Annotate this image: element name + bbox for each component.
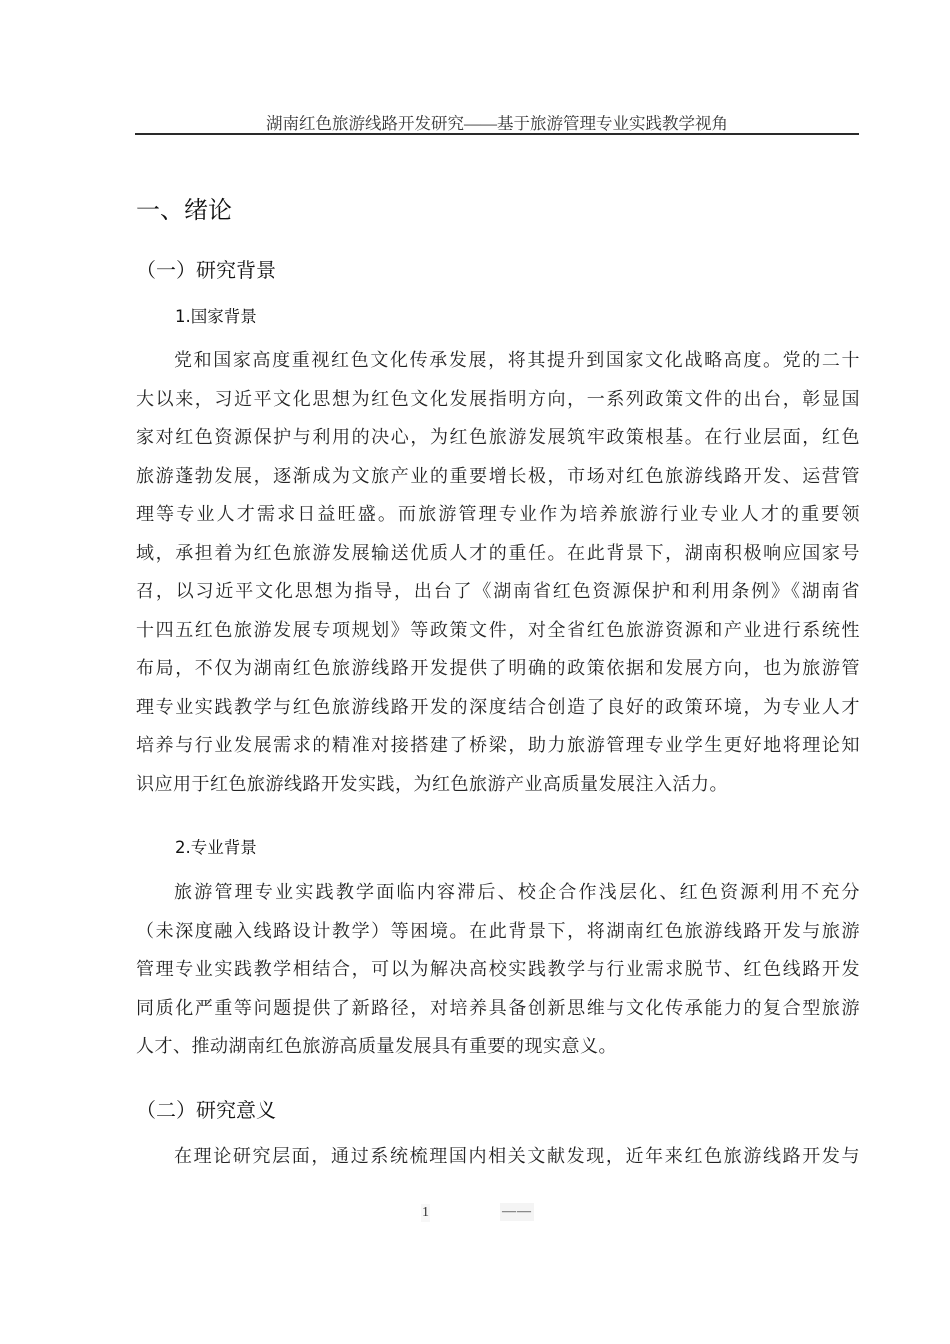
section-heading-research-significance: （二）研究意义 [136, 1098, 276, 1122]
subsection-heading-professional-background: 2.专业背景 [175, 838, 257, 857]
paragraph-research-significance [136, 1138, 860, 1177]
chapter-heading: 一、绪论 [136, 196, 232, 224]
text-line: 管理专业实践教学相结合，可以为解决高校实践教学与行业需求脱节、红色线路开发 [136, 959, 860, 980]
text-line: 理等专业人才需求日益旺盛。而旅游管理专业作为培养旅游行业专业人才的重要领 [136, 504, 860, 525]
section-heading-research-background: （一）研究背景 [136, 258, 276, 282]
text-line: 党和国家高度重视红色文化传承发展，将其提升到国家文化战略高度。党的二十 [174, 350, 860, 371]
text-line: 域，承担着为红色旅游发展输送优质人才的重任。在此背景下，湖南积极响应国家号 [136, 542, 860, 564]
header-rule [135, 133, 859, 135]
text-line: 召，以习近平文化思想为指导，出台了《湖南省红色资源保护和利用条例》《湖南省 [136, 581, 860, 602]
text-line: （未深度融入线路设计教学）等困境。在此背景下，将湖南红色旅游线路开发与旅游 [136, 920, 860, 942]
running-header: 湖南红色旅游线路开发研究——基于旅游管理专业实践教学视角 [266, 114, 728, 133]
text-line: 大以来，习近平文化思想为红色文化发展指明方向，一系列政策文件的出台，彰显国 [136, 388, 860, 410]
text-line: 旅游管理专业实践教学面临内容滞后、校企合作浅层化、红色资源利用不充分 [174, 882, 860, 903]
page-number: 1 [422, 1205, 429, 1220]
paragraph-national-background [136, 342, 860, 804]
text-line: 识应用于红色旅游线路开发实践，为红色旅游产业高质量发展注入活力。 [136, 773, 728, 795]
subsection-heading-national-background: 1.国家背景 [175, 307, 257, 326]
text-line: 人才、推动湖南红色旅游高质量发展具有重要的现实意义。 [136, 1036, 617, 1057]
text-line: 培养与行业发展需求的精准对接搭建了桥梁，助力旅游管理专业学生更好地将理论知 [136, 735, 860, 756]
text-line: 在理论研究层面，通过系统梳理国内相关文献发现，近年来红色旅游线路开发与 [174, 1146, 860, 1167]
text-line: 布局，不仅为湖南红色旅游线路开发提供了明确的政策依据和发展方向，也为旅游管 [136, 658, 860, 679]
text-line: 家对红色资源保护与利用的决心，为红色旅游发展筑牢政策根基。在行业层面，红色 [136, 427, 860, 448]
text-line: 理专业实践教学与红色旅游线路开发的深度结合创造了良好的政策环境，为专业人才 [136, 696, 860, 718]
text-line: 十四五红色旅游发展专项规划》等政策文件，对全省红色旅游资源和产业进行系统性 [136, 619, 860, 641]
text-line: 同质化严重等问题提供了新路径，对培养具备创新思维与文化传承能力的复合型旅游 [136, 997, 860, 1019]
paragraph-professional-background [136, 874, 860, 1067]
footer-dash: —— [502, 1204, 532, 1219]
text-line: 旅游蓬勃发展，逐渐成为文旅产业的重要增长极，市场对红色旅游线路开发、运营管 [136, 465, 860, 487]
